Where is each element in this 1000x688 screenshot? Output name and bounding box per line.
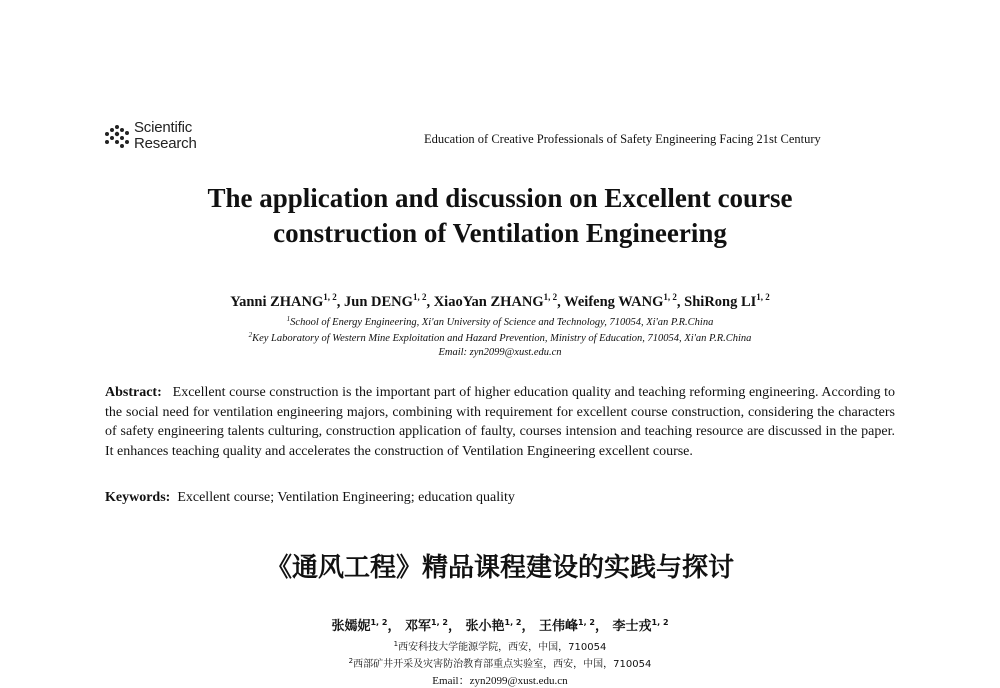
affiliation-2-text: Key Laboratory of Western Mine Exploitation and Hazard Prevention, Ministry of Education, 710054, Xi'an P.R.China [252, 333, 752, 344]
author-sup: 1, 2 [663, 292, 677, 302]
keywords-label: Keywords: [105, 490, 171, 505]
cn-author-name: 李士戎 [612, 619, 652, 634]
title-line-2: construction of Ventilation Engineering [273, 218, 727, 248]
cn-affiliation-1-text: 西安科技大学能源学院，西安，中国，710054 [398, 642, 607, 653]
affiliation-2 [0, 331, 1000, 344]
affiliation-1 [0, 315, 1000, 328]
author-sup: 1, 2 [412, 292, 427, 302]
cn-author-name: 张嫣妮 [331, 619, 371, 634]
running-title: Education of Creative Professionals of Safety Engineering Facing 21st Century [424, 132, 821, 146]
author-name: ShiRong LI [684, 294, 757, 310]
cn-author-sup: 1, 2 [651, 618, 669, 627]
author-list: Yanni ZHANG$^{1, 2}$, Jun DENG$^{1, 2}$, XiaoYan ZHANG$^{1, 2}$, Weifeng WANG$^{1, 2}$, ShiRong LI$^{1, 2}$ [230, 292, 770, 310]
scientific-research-logo [103, 120, 213, 160]
cn-affiliation-1-sup: 1 [393, 640, 399, 648]
logo-dots-icon [103, 124, 131, 150]
author-name: Weifeng WANG [564, 294, 664, 310]
chinese-affiliation-2 [0, 655, 1000, 670]
chinese-email: Email：zyn2099@xust.edu.cn [432, 675, 568, 687]
abstract-label: Abstract: [105, 385, 162, 400]
keywords [105, 490, 895, 506]
chinese-author-list: 张嫣妮$^{1, 2}$， 邓军$^{1, 2}$， 张小艳$^{1, 2}$， 王伟峰$^{1, 2}$， 李士戎$^{1, 2}$ [331, 618, 669, 634]
author-email: Email: zyn2099@xust.edu.cn [438, 347, 562, 358]
chinese-title: 《通风工程》精品课程建设的实践与探讨 [265, 553, 734, 583]
cn-author-name: 张小艳 [465, 619, 505, 634]
cn-affiliation-2-sup: 2 [348, 657, 354, 665]
author-name: Jun DENG [344, 294, 413, 310]
author-sup: 1, 2 [543, 292, 558, 302]
logo-line-1: Scientific [134, 119, 193, 136]
author-name: Yanni ZHANG [230, 294, 324, 310]
title-line-1: The application and discussion on Excellent course [207, 183, 793, 213]
keywords-text: Excellent course; Ventilation Engineering; education quality [177, 490, 515, 505]
cn-author-sup: 1, 2 [431, 618, 448, 627]
cn-author-sup: 1, 2 [578, 618, 595, 627]
paper-title [0, 181, 1000, 251]
cn-author-name: 邓军 [404, 619, 431, 634]
author-sup: 1, 2 [756, 292, 770, 302]
chinese-affiliation-1 [0, 638, 1000, 653]
cn-author-sup: 1, 2 [370, 618, 388, 627]
cn-author-sup: 1, 2 [504, 618, 522, 627]
affiliation-1-text: School of Energy Engineering, Xi'an University of Science and Technology, 710054, Xi'an P.R.China [290, 317, 714, 328]
cn-affiliation-2-text: 西部矿井开采及灾害防治教育部重点实验室，西安，中国，710054 [353, 659, 652, 670]
affiliation-2-sup: 2 [248, 331, 253, 339]
abstract [105, 383, 895, 461]
author-sup: 1, 2 [323, 292, 337, 302]
abstract-text: Excellent course construction is the important part of higher education quality and teaching reforming engineering. According to the social need for ventilation engineering majors, combining with requirement for excellent course construction, considering the characters of safety engineering talents culturing, construction application of faulty, courses intension and teaching resource are discussed in the paper. It enhances teaching quality and accelerates the construction of Ventilation Engineering excellent course. [105, 385, 895, 459]
cn-author-name: 王伟峰 [539, 619, 579, 634]
author-name: XiaoYan ZHANG [433, 294, 544, 310]
affiliation-1-sup: 1 [286, 315, 291, 323]
logo-line-2: Research [134, 135, 197, 152]
